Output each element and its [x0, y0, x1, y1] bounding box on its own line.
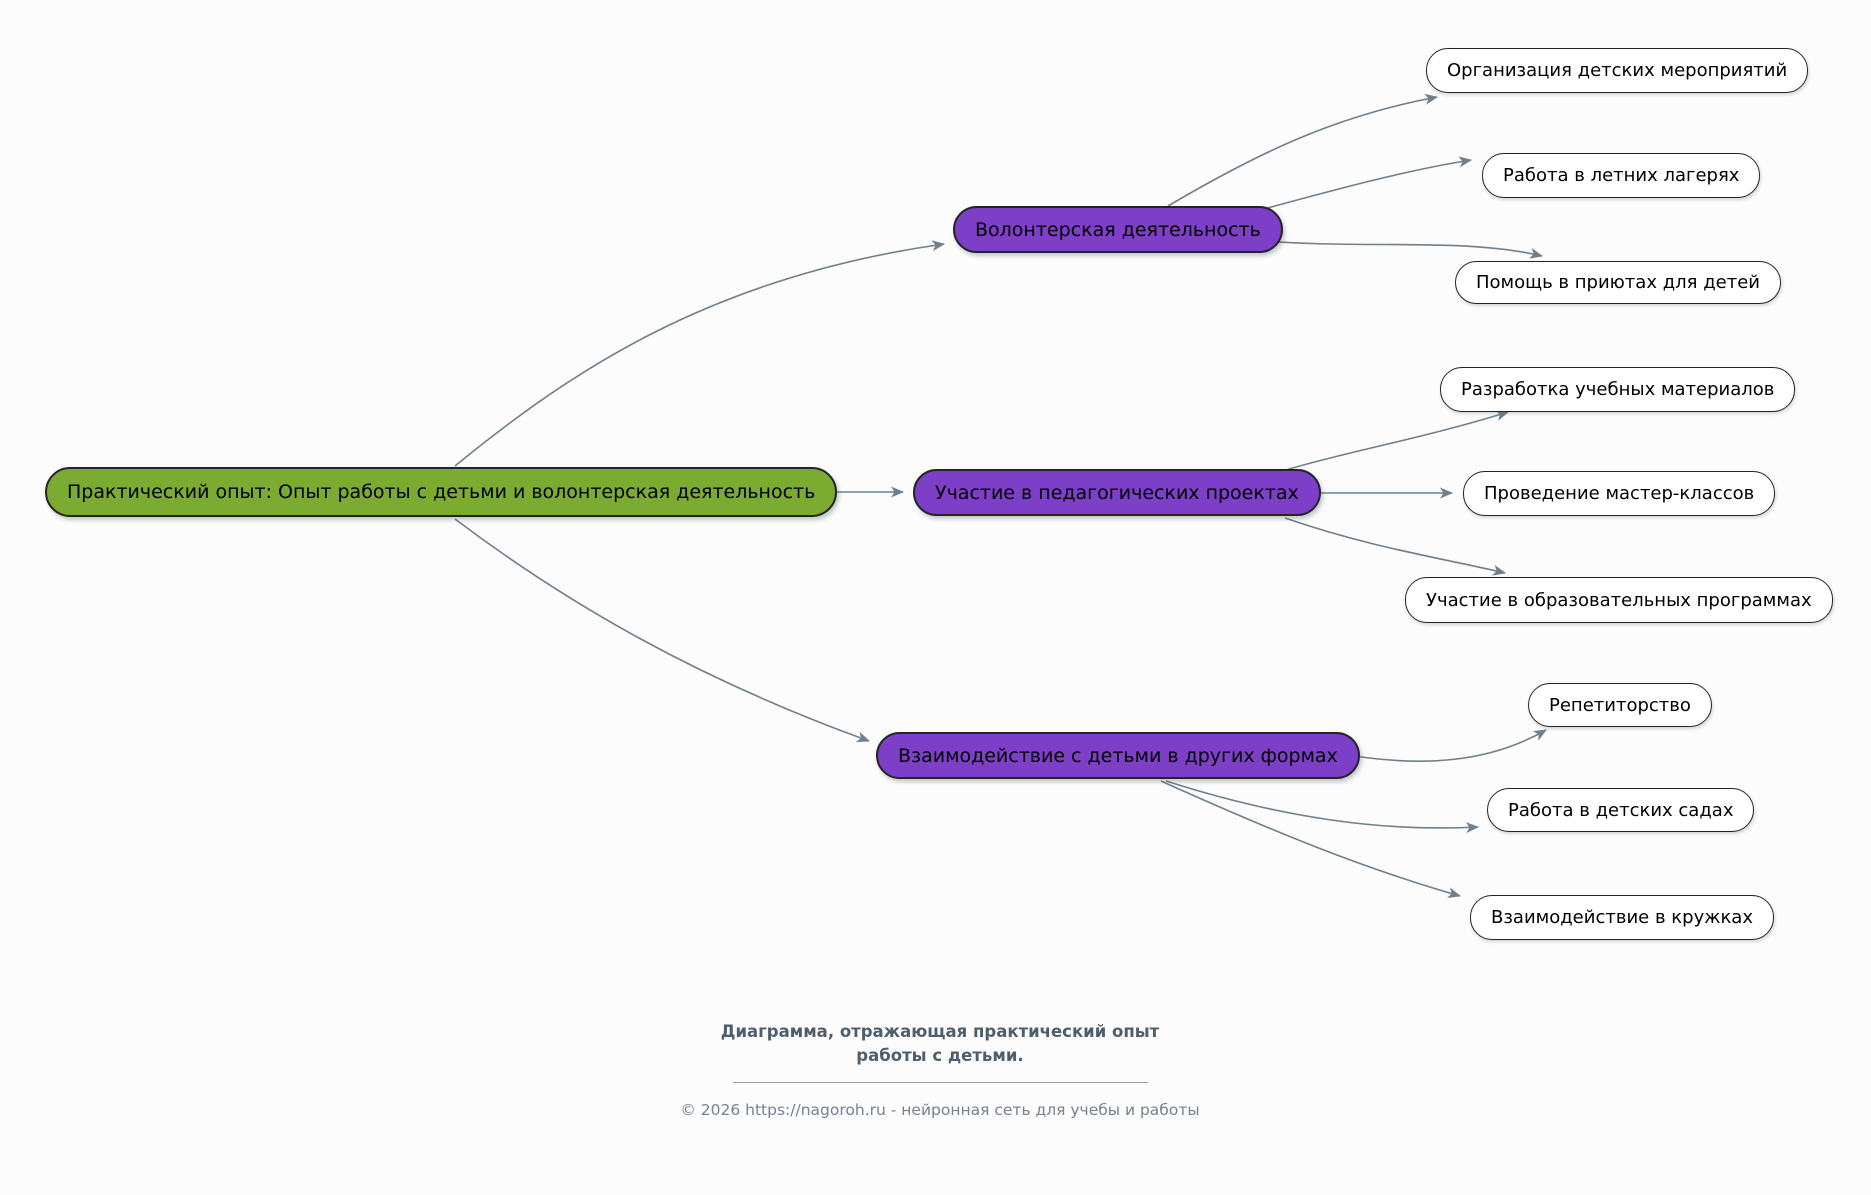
edge-root-to-branch-1	[455, 244, 944, 466]
leaf-node-tutoring: Репетиторство	[1528, 683, 1712, 727]
edge-branch2-to-leaf6	[1285, 518, 1505, 573]
branch-node-other-interaction-forms: Взаимодействие с детьми в других формах	[876, 732, 1360, 779]
leaf-node-children-events: Организация детских мероприятий	[1426, 48, 1808, 93]
edge-branch2-to-leaf4	[1286, 412, 1508, 470]
branch-node-volunteer-activity: Волонтерская деятельность	[953, 206, 1283, 253]
copyright-text: © 2026 https://nagoroh.ru - нейронная сеть для учебы и работы	[680, 1100, 1200, 1119]
edge-branch1-to-leaf3	[1252, 240, 1542, 256]
edge-branch3-to-leaf9	[1161, 781, 1460, 896]
leaf-node-clubs-interaction: Взаимодействие в кружках	[1470, 895, 1774, 940]
leaf-node-kindergartens: Работа в детских садах	[1487, 788, 1754, 832]
edge-root-to-branch-3	[455, 519, 869, 741]
diagram-footer	[560, 1020, 1320, 1119]
caption-line-2: работы с детьми.	[856, 1045, 1024, 1065]
branch-node-pedagogical-projects: Участие в педагогических проектах	[913, 469, 1321, 516]
caption-separator	[733, 1082, 1148, 1083]
leaf-node-educational-materials: Разработка учебных материалов	[1440, 367, 1795, 412]
edge-branch3-to-leaf7	[1331, 730, 1546, 761]
leaf-node-educational-programs: Участие в образовательных программах	[1405, 577, 1833, 623]
root-node-practical-experience: Практический опыт: Опыт работы с детьми и волонтерская деятельность	[45, 467, 837, 517]
caption-line-1: Диаграмма, отражающая практический опыт	[720, 1022, 1160, 1041]
edge-branch1-to-leaf2	[1249, 160, 1471, 213]
diagram-caption	[560, 1020, 1320, 1068]
leaf-node-master-classes: Проведение мастер-классов	[1463, 471, 1775, 516]
leaf-node-children-shelters: Помощь в приютах для детей	[1455, 261, 1781, 304]
edge-branch1-to-leaf1	[1168, 97, 1437, 206]
leaf-node-summer-camps: Работа в летних лагерях	[1482, 153, 1760, 198]
